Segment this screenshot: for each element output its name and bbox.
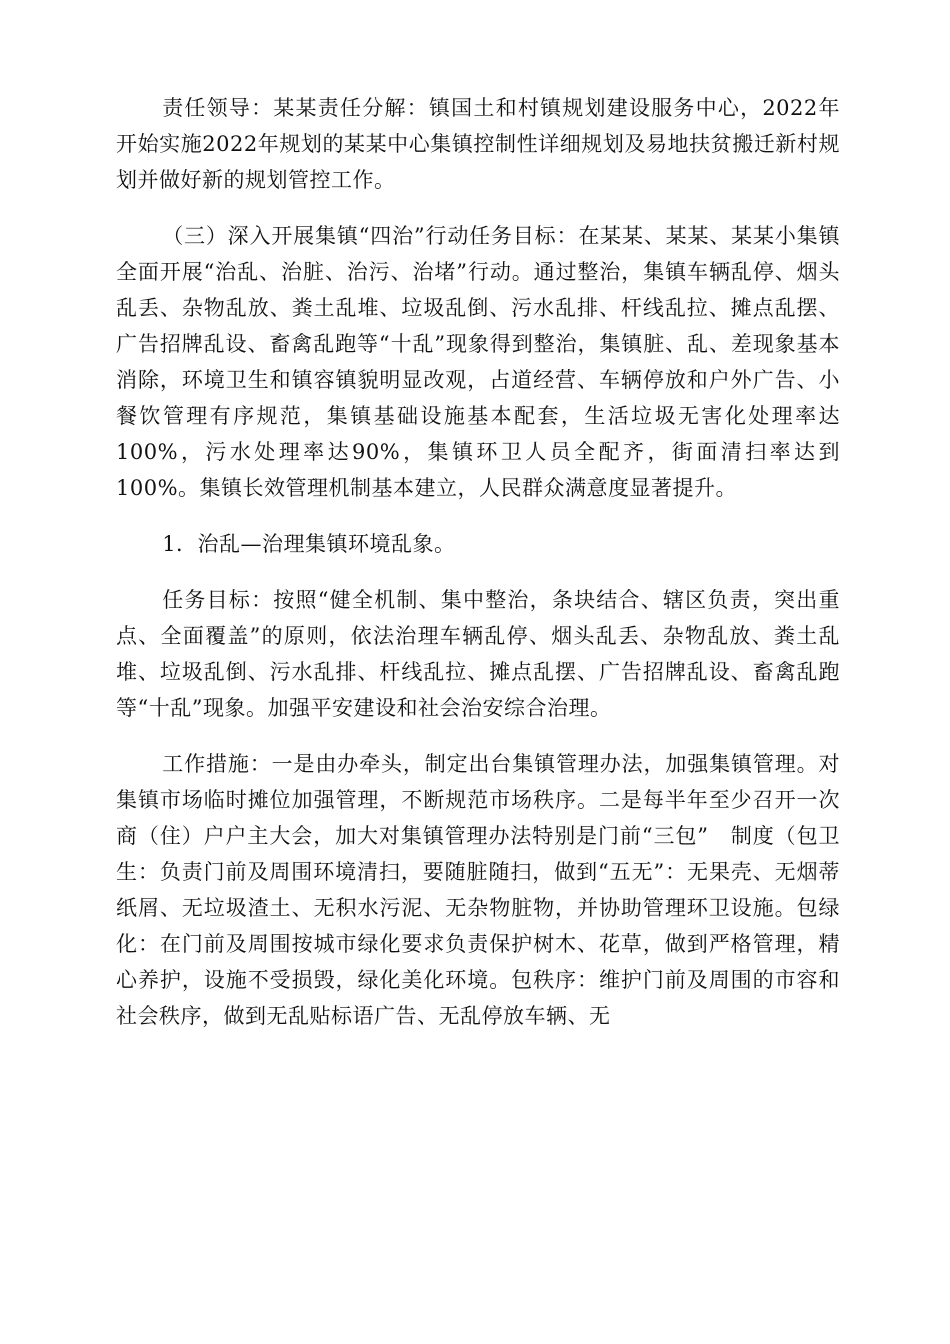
document-page [116,90,840,1034]
paragraph-responsibility: 责任领导：某某责任分解：镇国土和村镇规划建设服务中心，2022年开始实施2022年规划的某某中心集镇控制性详细规划及易地扶贫搬迁新村规划并做好新的规划管控工作。 [116,96,840,192]
paragraph-work-measures: 工作措施：一是由办牵头，制定出台集镇管理办法，加强集镇管理。对集镇市场临时摊位加强管理，不断规范市场秩序。二是每半年至少召开一次商（住）户户主大会，加大对集镇管理办法特别是门前“三包” 制度（包卫生：负责门前及周围环境清扫，要随脏随扫，做到“五无”：无果壳、无烟蒂纸屑、无垃圾渣土、无积水污泥、无杂物脏物，并协助管理环卫设施。包绿化：在门前及周围按城市绿化要求负责保护树木、花草，做到严格管理，精心养护，设施不受损毁，绿化美化环境。包秩序：维护门前及周围的市容和社会秩序，做到无乱贴标语广告、无乱停放车辆、无 [116,752,840,1028]
section-heading-governance-disorder: 1．治乱—治理集镇环境乱象。 [162,532,456,556]
paragraph-four-governance-goal: （三）深入开展集镇“四治”行动任务目标：在某某、某某、某某小集镇全面开展“治乱、治脏、治污、治堵”行动。通过整治，集镇车辆乱停、烟头乱丢、杂物乱放、粪土乱堆、垃圾乱倒、污水乱排、杆线乱拉、摊点乱摆、广告招牌乱设、畜禽乱跑等“十乱”现象得到整治，集镇脏、乱、差现象基本消除，环境卫生和镇容镇貌明显改观，占道经营、车辆停放和户外广告、小餐饮管理有序规范，集镇基础设施基本配套，生活垃圾无害化处理率达100%，污水处理率达90%，集镇环卫人员全配齐，街面清扫率达到 100%。集镇长效管理机制基本建立，人民群众满意度显著提升。 [116,224,840,500]
paragraph-task-goal: 任务目标：按照“健全机制、集中整治，条块结合、辖区负责，突出重点、全面覆盖”的原则，依法治理车辆乱停、烟头乱丢、杂物乱放、粪土乱堆、垃圾乱倒、污水乱排、杆线乱拉、摊点乱摆、广告招牌乱设、畜禽乱跑等“十乱”现象。加强平安建设和社会治安综合治理。 [116,588,840,720]
